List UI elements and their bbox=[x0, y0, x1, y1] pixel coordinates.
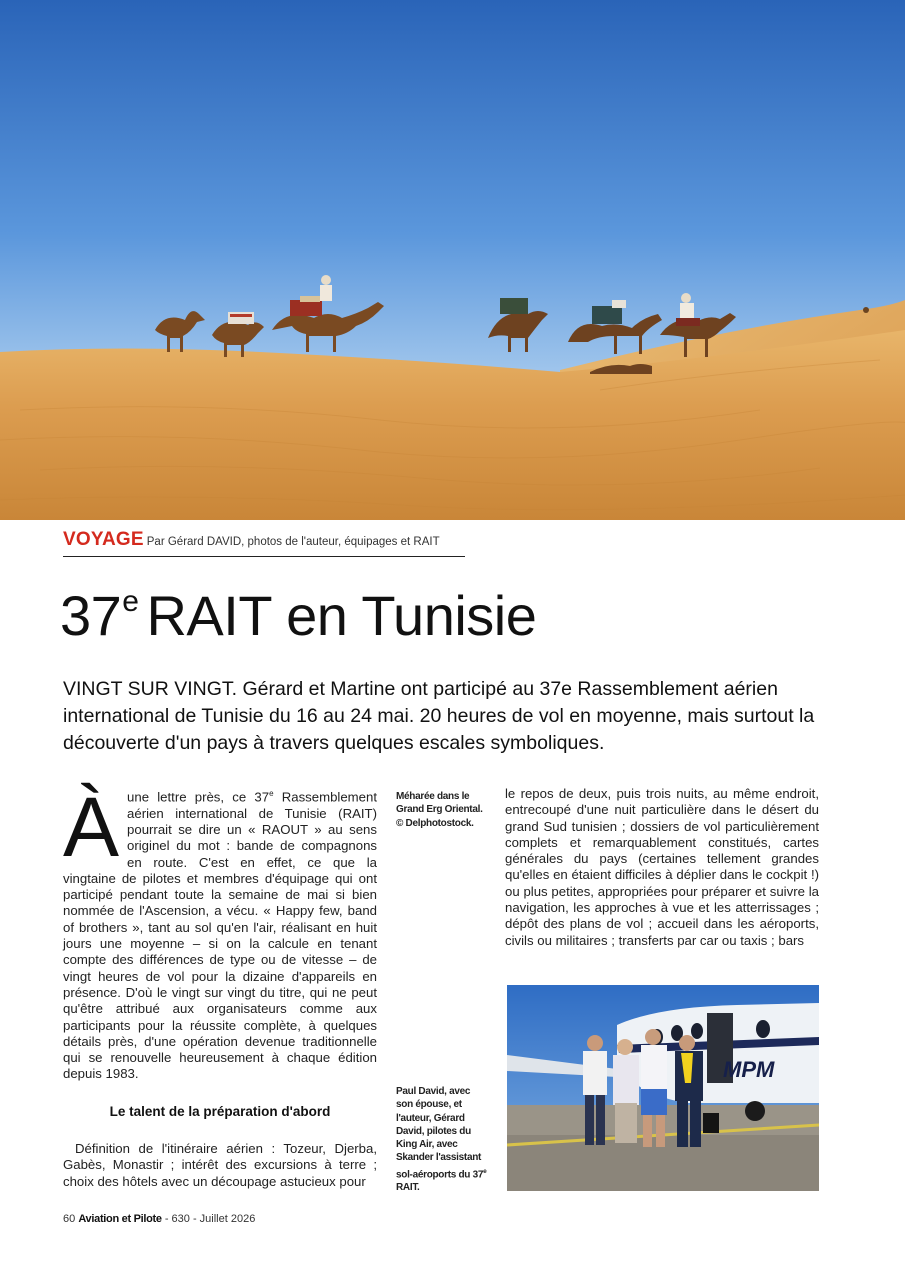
body-column-3: le repos de deux, puis trois nuits, au même endroit, entrecoupé d'une nuit particulière dans le désert du grand Sud tunisien ; dossiers de vol particulièrement complets et remarquablement constitués, cartes générales du pays (certaines tellement grandes qu'elles en étaient difficiles à déplier dans le cockpit !) ou plus petites, appropriées pour préparer et suivre la navigation, les approches à vue et les atterrissages ; dépôt des plans de vol ; accueil dans les aéroports, civils ou militaires ; transferts par car ou taxis ; bars bbox=[505, 786, 819, 948]
article-lead: VINGT SUR VINGT. Gérard et Martine ont participé au 37e Rassemblement aérien international de Tunisie du 16 au 24 mai. 20 heures de vol en moyenne, mais surtout la découverte d'un pays à travers quelques escales symboliques. bbox=[63, 678, 815, 754]
camel-caravan-illustration bbox=[0, 0, 905, 520]
title-superscript: e bbox=[122, 585, 139, 618]
page-number: 60 bbox=[63, 1213, 76, 1225]
distant-rider bbox=[863, 307, 869, 313]
caption-2-text-a: Paul David, avec son épouse, et l'auteur, Gérard David, pilotes du King Air, avec Skander l'assistant sol-aéroports du 37 bbox=[396, 1086, 484, 1181]
title-text: RAIT en Tunisie bbox=[146, 584, 537, 647]
article-title bbox=[60, 583, 536, 648]
aircraft-registration: MPM bbox=[723, 1057, 775, 1082]
king-air-group-illustration bbox=[507, 985, 819, 1191]
title-number: 37 bbox=[60, 584, 122, 647]
hero-photo bbox=[0, 0, 905, 520]
body-paragraph-2: Définition de l'itinéraire aérien : Tozeur, Djerba, Gabès, Monastir ; intérêt des excursions à terre ; choix des hôtels avec un découpage astucieux pour bbox=[63, 1141, 377, 1189]
caption-2-sup: e bbox=[483, 1167, 487, 1175]
page-footer bbox=[63, 1213, 255, 1225]
section-kicker: VOYAGE bbox=[63, 529, 144, 550]
section-subhead: Le talent de la préparation d'abord bbox=[109, 1104, 331, 1119]
magazine-name: Aviation et Pilote bbox=[78, 1213, 162, 1225]
photo-caption-1: Méharée dans le Grand Erg Oriental. © Delphotostock. bbox=[396, 791, 483, 829]
issue-info: - 630 - Juillet 2026 bbox=[164, 1213, 256, 1225]
caption-2-text-b: RAIT. bbox=[396, 1182, 420, 1194]
byline: Par Gérard DAVID, photos de l'auteur, équipages et RAIT bbox=[146, 536, 440, 548]
photo-caption-2 bbox=[396, 1085, 488, 1195]
body-paragraph-1b: Rassemblement aérien international de Tunisie (RAIT) pourrait se dire un « RAOUT » au sens originel du mot : bande de compagnons en route. C'est en effet, ce que la vingtaine de pilotes et membres d'équipage qui ont participé pendant toute la semaine de mai si bien nommée de l'Ascension, a vécu. « Happy few, band of brothers », tant au sol qu'en l'air, réalisant en huit jours une moyenne – si on la calcule en tenant compte des différences de type ou de vitesse – de vingt heures de vol pour la dizaine d'appareils en présence. D'où le vingt sur vingt du titre, qui ne peut qu'être attribué aux organisateurs comme aux participants pour la réussite complète, à quelques détails près, d'une opération devenue traditionnelle qui se renouvelle heureusement à chaque édition depuis 1983. bbox=[63, 789, 377, 1082]
group-photo bbox=[507, 985, 819, 1191]
article-rubric bbox=[63, 529, 465, 557]
drop-cap: À bbox=[63, 780, 120, 874]
body-superscript: e bbox=[269, 789, 274, 798]
body-paragraph-1a: une lettre près, ce 37 bbox=[127, 789, 270, 805]
body-column-1 bbox=[63, 780, 377, 1083]
